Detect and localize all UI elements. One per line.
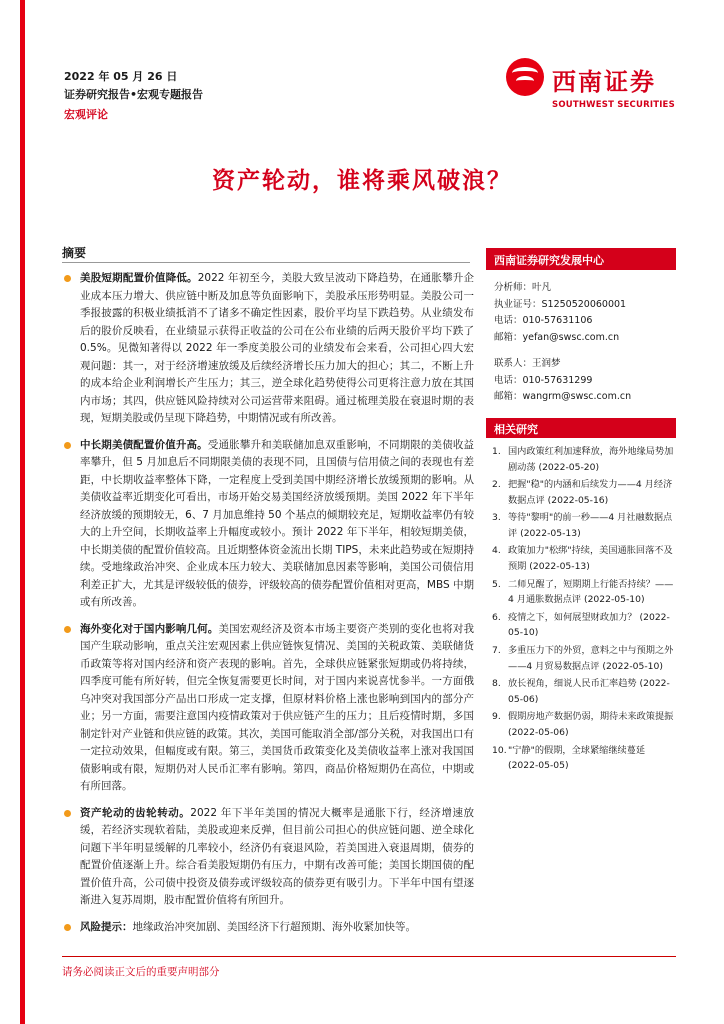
paragraph-lead: 美股短期配置价值降低。 <box>80 272 198 284</box>
bullet-icon <box>64 275 71 282</box>
paragraph-text: 美国宏观经济及资本市场主要资产类别的变化也将对我国产生联动影响，重点关注宏观因素上供应链恢复情况、美国的关税政策、美联储货币政策等将对国内经济和资产表现的影响。首先，全球供应链紧张短期或仍将持续，四季度可能有所好转，但完全恢复需要更长时间，对于国内来说喜忧参半。一方面俄乌冲突对我国部分产品出口形成一定支撑，但原材料价格上涨也影响到国内的部分产业；另一方面，需要注意国内疫情政策对于供应链产生的压力；且后疫情时期，多国制定针对产业链和供应链的政策。其次，美国可能取消全部/部分关税，对我国出口有一定拉动效果，但幅度或有限。第三，美国货币政策变化及美债收益率上涨对我国国债影响或有限，短期仍对人民币汇率有影响。第四，商品价格短期仍在高位，中期或有所回落。 <box>80 622 475 792</box>
abstract-divider <box>62 262 470 263</box>
analyst-email[interactable]: 邮箱：yefan@swsc.com.cn <box>494 332 620 344</box>
paragraph-lead: 风险提示： <box>80 920 133 933</box>
list-item[interactable]: 8. 放长视角，细说人民币汇率趋势 (2022-05-06) <box>492 678 670 705</box>
paragraph-text: 受通胀攀升和美联储加息双重影响，不同期限的美债收益率攀升，但 5 月加息后不同期限美债的表现不同，且国债与信用债之间的表现也有差距，中长期收益率整体下降，一定程度上受到美国中期经济增长放缓预期的影响。从美债收益率近期变化可看出，市场开始交易美国经济放缓预期。美国 2022 年下半年经济放缓的预期较无，6、7 月加息维持 50 个基点的倾期较充足，短期收益率仍有较大的上升空间，长期收益率上升幅度或较小。预计 2022 年下半年，相较短期美债，中长期美债的配置价值较高。且近期整体资金流出长期 TIPS，未来此趋势或在短期持续。受地缘政治冲突、企业成本压力较大、美联储加息因素等影响，美国公司债信用利差正扩大，尤其是评级较低的债券，评级较高的债券配置价值相对更高，MBS 中期或有所改善。 <box>80 438 475 608</box>
analyst-phone: 电话：010-57631106 <box>494 315 593 327</box>
list-item[interactable]: 10. "宁静"的假期，全球紧缩继续蔓延 (2022-05-05) <box>492 744 646 772</box>
logo-name-en: SOUTHWEST SECURITIES <box>552 100 675 110</box>
contact-phone: 电话：010-57631299 <box>494 374 593 386</box>
abstract-paragraph <box>62 270 474 428</box>
report-type: 证券研究报告•宏观专题报告 <box>64 88 204 101</box>
abstract-body <box>62 270 474 936</box>
list-item[interactable]: 9. 假期房地产数据仍弱，期待未来政策提振 (2022-05-06) <box>492 711 674 739</box>
bullet-icon <box>64 810 71 817</box>
logo-name-cn: 西南证券 <box>552 68 656 96</box>
paragraph-lead: 中长期美债配置价值升高。 <box>80 438 208 451</box>
bullet-icon <box>64 626 71 633</box>
bullet-icon <box>64 442 71 449</box>
footer-notice: 请务必阅读正文后的重要声明部分 <box>62 966 220 978</box>
paragraph-text: 2022 年初至今，美股大致呈波动下降趋势，在通胀攀升企业成本压力增大、供应链中断及加息等负面影响下，美股承压形势明显。美股公司一季报披露的积极业绩抵消不了诸多不确定性因素，股价平均呈下跌趋势。从业绩发布后的股价反映看，在业绩显示获得正收益的公司在公布业绩的后两天股价平均下跌了 0.5%。见微知著得以 2022 年一季度美股公司的业绩发布会来看，公司担心四大宏观问题：其一，对于经济增速放缓及后续经济增长压力加大的担心；其二，不断上升的成本给企业利润增长产生压力；其三，逆全球化趋势使得公司更将注意力放在其国内市场；其四，供应链风险持续对公司运营带来阻碍。通过梳理美股在衰退时期的表现，短期美股或仍呈现下降趋势，中期情况或有所改善。 <box>80 272 475 424</box>
left-accent-bar <box>20 0 25 1024</box>
company-logo <box>506 58 676 114</box>
abstract-paragraph <box>62 805 474 910</box>
related-research-title: 相关研究 <box>486 418 676 438</box>
abstract-paragraph <box>62 621 474 796</box>
report-title: 资产轮动，谁将乘风破浪？ <box>212 168 512 194</box>
report-column: 宏观评论 <box>64 108 108 121</box>
paragraph-lead: 海外变化对于国内影响几何。 <box>80 622 219 635</box>
report-date: 2022 年 05 月 26 日 <box>64 70 178 83</box>
footer-divider <box>62 956 676 957</box>
list-item[interactable]: 4. 政策加力"松绑"持续，美国通胀回落不及预期 (2022-05-13) <box>492 545 673 573</box>
bullet-icon <box>64 924 71 931</box>
related-research-list <box>486 438 676 774</box>
list-item[interactable]: 3. 等待"黎明"的前一秒——4 月社融数据点评 (2022-05-13) <box>492 512 673 539</box>
abstract-heading: 摘要 <box>62 246 87 260</box>
risk-warning <box>62 919 474 937</box>
analyst-license: 执业证号：S1250520060001 <box>494 298 627 310</box>
list-item[interactable]: 1. 国内政策红利加速释放，海外地缘局势加剧动荡 (2022-05-20) <box>492 445 674 473</box>
list-item[interactable]: 2. 把握"稳"的内涵和后续发力——4 月经济数据点评 (2022-05-16) <box>492 479 673 506</box>
list-item[interactable]: 5. 二师兄醒了，短期期上行能否持续？——4 月通胀数据点评 (2022-05-10) <box>492 578 674 606</box>
research-center-title: 西南证券研究发展中心 <box>486 248 676 270</box>
contact-email[interactable]: 邮箱：wangrm@swsc.com.cn <box>494 391 632 403</box>
list-item[interactable]: 6. 疫情之下，如何展望财政加力？ (2022-05-10) <box>492 611 670 639</box>
paragraph-lead: 资产轮动的齿轮转动。 <box>80 806 191 819</box>
contact-name: 联系人：王润梦 <box>494 357 561 369</box>
analyst-name: 分析师：叶凡 <box>494 282 552 293</box>
analyst-info <box>486 270 676 410</box>
paragraph-text: 2022 年下半年美国的情况大概率是通胀下行，经济增速放缓，若经济实现软着陆，美股或迎来反弹，但目前公司担心的供应链问题、逆全球化问题下半年明显缓解的几率较小，经济仍有衰退风险，若美国进入衰退周期，债券的配置价值逐渐上升。综合看美股短期仍有压力，中期有改善可能；美国长期国债的配置价值升高，公司债中投资及债券或评级较高的债券更有吸引力。下半年中国有望逐渐进入复苏周期，股市配置价值将有所回升。 <box>80 806 475 906</box>
sidebar <box>486 248 676 776</box>
abstract-paragraph <box>62 437 474 612</box>
paragraph-text: 地缘政治冲突加剧、美国经济下行超预期、海外收紧加快等。 <box>132 920 416 933</box>
list-item[interactable]: 7. 多重压力下的外贸，意料之中与预期之外——4 月贸易数据点评 (2022-05-10) <box>492 645 674 672</box>
logo-emblem-icon <box>506 58 544 96</box>
